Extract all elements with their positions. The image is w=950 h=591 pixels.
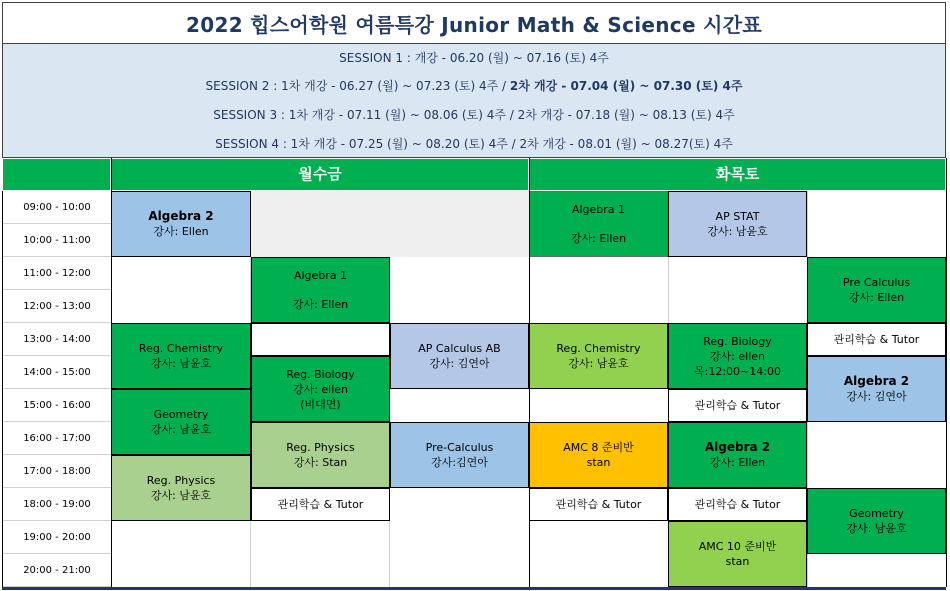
time-column [2, 191, 111, 587]
class-teacher: 강사: Ellen [292, 298, 349, 311]
class-name: Geometry [153, 408, 209, 421]
page-title: 2022 힙스어학원 여름특강 Junior Math & Science 시간표 [2, 2, 946, 44]
time-slot: 09:00 - 10:00 [3, 191, 111, 224]
class-name: Pre Calculus [842, 276, 911, 289]
empty-slot [251, 323, 390, 356]
class-name: Algebra 2 [704, 440, 771, 454]
class-block-algebra1 [251, 257, 390, 323]
time-slot: 18:00 - 19:00 [3, 488, 111, 521]
class-block-algebra2 [807, 356, 946, 422]
class-block-geometry [807, 488, 946, 554]
header-mon-wed-fri: 월수금 [111, 158, 529, 191]
class-name: 관리학습 & Tutor [555, 498, 642, 511]
class-name: 관리학습 & Tutor [833, 333, 920, 346]
class-block-reg-physics [251, 422, 390, 488]
class-name: Pre-Calculus [425, 441, 494, 454]
time-slot: 17:00 - 18:00 [3, 455, 111, 488]
time-slot: 19:00 - 20:00 [3, 521, 111, 554]
time-slot: 12:00 - 13:00 [3, 290, 111, 323]
class-teacher: 강사: Ellen [709, 456, 766, 469]
class-block-reg-physics [111, 455, 251, 521]
class-block-reg-biology [668, 323, 807, 389]
class-block-geometry [111, 389, 251, 455]
class-name: Reg. Biology [703, 334, 772, 348]
class-teacher: 강사: 김연아 [846, 390, 907, 403]
class-block-algebra1 [529, 191, 668, 257]
bottom-border [2, 587, 946, 590]
class-name: Geometry [849, 507, 904, 520]
header-corner [2, 158, 111, 191]
class-block-algebra2 [111, 191, 251, 257]
class-name: 관리학습 & Tutor [694, 498, 781, 511]
time-slot: 16:00 - 17:00 [3, 422, 111, 455]
class-teacher: 강사: 김연아 [429, 357, 490, 370]
class-teacher: 강사: 남윤호 [846, 522, 907, 535]
class-name: Reg. Chemistry [556, 342, 641, 355]
class-name: AP STAT [715, 210, 760, 223]
class-name: 관리학습 & Tutor [277, 498, 364, 511]
class-name: 관리학습 & Tutor [694, 399, 781, 412]
class-block-tutor [251, 488, 390, 521]
class-teacher: 강사: 남윤호 [150, 423, 212, 436]
class-block-pre-calculus [807, 257, 946, 323]
class-block-amc8 [529, 422, 668, 488]
class-block-tutor [529, 488, 668, 521]
class-block-tutor [668, 389, 807, 422]
class-block-amc10 [668, 521, 807, 587]
class-name: Reg. Biology [286, 367, 355, 381]
class-name: AMC 8 준비반 [563, 441, 634, 454]
class-name: Reg. Physics [286, 441, 355, 454]
class-block-algebra2 [668, 422, 807, 488]
class-name: AMC 10 준비반 [698, 540, 777, 553]
class-block-tutor [807, 323, 946, 356]
class-name: Reg. Physics [146, 474, 216, 487]
header-tue-thu-sat: 화목토 [529, 158, 946, 191]
time-slot: 14:00 - 15:00 [3, 356, 111, 389]
class-teacher: 강사: 남윤호 [150, 489, 212, 502]
class-block-tutor [668, 488, 807, 521]
class-teacher: stan [586, 456, 611, 469]
session-2-line [3, 77, 945, 94]
session-2-second: 2차 개강 - 07.04 (월) ~ 07.30 (토) 4주 [509, 79, 743, 93]
session-info-panel [2, 44, 946, 158]
session-4-line: SESSION 4 : 1차 개강 - 07.25 (월) ~ 08.20 (토) 4주 / 2차 개강 - 08.01 (월) ~ 08.27(토) 4주 [215, 137, 733, 151]
class-teacher: 강사: 남윤호 [150, 357, 212, 370]
class-block-reg-chemistry [111, 323, 251, 389]
time-slot: 20:00 - 21:00 [3, 554, 111, 587]
class-name: AP Calculus AB [418, 342, 501, 355]
session-3-line: SESSION 3 : 1차 개강 - 07.11 (월) ~ 08.06 (토) 4주 / 2차 개강 - 07.18 (월) ~ 08.13 (토) 4주 [213, 108, 735, 122]
time-slot: 13:00 - 14:00 [3, 323, 111, 356]
class-block-reg-chemistry [529, 323, 668, 389]
class-teacher: 강사: Ellen [153, 225, 209, 238]
class-note: 목:12:00~14:00 [694, 364, 781, 378]
class-teacher: 강사: Ellen [570, 232, 627, 245]
class-teacher: 강사: 남윤호 [568, 357, 629, 370]
class-name: Algebra 1 [571, 203, 626, 216]
time-slot: 15:00 - 16:00 [3, 389, 111, 422]
class-block-ap-calculus [390, 323, 529, 389]
class-teacher: 강사:김연아 [431, 456, 488, 469]
class-block-pre-calculus [390, 422, 529, 488]
class-name: Algebra 2 [148, 209, 214, 223]
class-teacher: 강사: 남윤호 [707, 225, 768, 238]
class-name: Reg. Chemistry [138, 342, 224, 355]
class-teacher: 강사: ellen [709, 349, 766, 363]
class-teacher: 강사: Ellen [848, 291, 905, 304]
class-teacher: 강사: Stan [293, 456, 348, 469]
session-2-first: SESSION 2 : 1차 개강 - 06.27 (월) ~ 07.23 (토) 4주 / [205, 79, 510, 93]
time-slot: 11:00 - 12:00 [3, 257, 111, 290]
class-note: (비대면) [300, 397, 341, 411]
class-block-ap-stat [668, 191, 807, 257]
session-1-line: SESSION 1 : 개강 - 06.20 (월) ~ 07.16 (토) 4주 [339, 51, 609, 65]
class-name: Algebra 2 [843, 374, 910, 388]
class-teacher: stan [725, 555, 750, 568]
class-name: Algebra 1 [293, 269, 348, 282]
class-teacher: 강사: ellen [292, 382, 349, 396]
time-slot: 10:00 - 11:00 [3, 224, 111, 257]
empty-block [251, 191, 529, 257]
class-block-reg-biology [251, 356, 390, 422]
